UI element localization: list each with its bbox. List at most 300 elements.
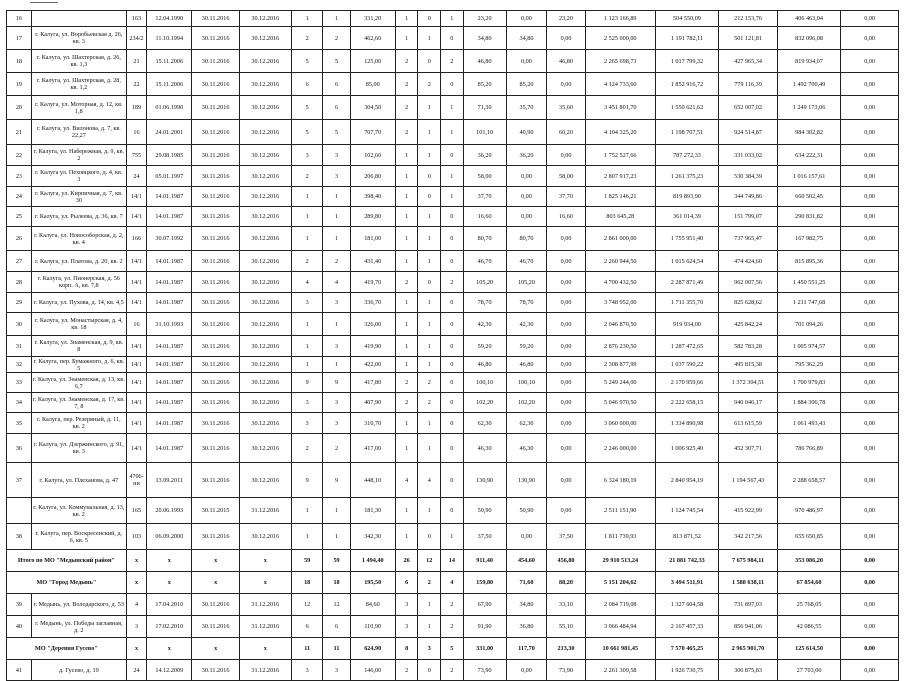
table-cell: 431,40 — [350, 251, 395, 272]
table-cell: 30.11.2016 — [192, 336, 239, 357]
table-cell: 1 — [323, 524, 350, 550]
table-cell: 31.12.2016 — [239, 616, 291, 638]
table-cell: 14/1 — [126, 434, 146, 463]
table-cell: 14.01.1987 — [147, 434, 192, 463]
table-cell: x — [147, 638, 192, 660]
table-cell: 30.11.2016 — [192, 227, 239, 251]
table-cell: 14.01.1987 — [147, 293, 192, 313]
table-cell: 3 — [323, 413, 350, 434]
table-cell: 30.12.2016 — [239, 393, 291, 413]
address-cell: г. Калуга, пер. Бумажного, д. 6, кв. 5 — [31, 357, 126, 373]
table-cell: 1 — [291, 11, 323, 27]
table-cell: 701 094,26 — [777, 313, 840, 336]
table-cell: 1 123 166,89 — [585, 11, 655, 27]
table-cell: 0,00 — [841, 498, 899, 524]
table-cell: 30.12.2016 — [239, 207, 291, 227]
table-cell: 3 — [323, 393, 350, 413]
table-cell: 5 — [291, 50, 323, 73]
table-row — [7, 251, 899, 272]
table-cell: 30.12.2016 — [239, 357, 291, 373]
table-cell: 1 — [291, 187, 323, 207]
table-cell: 4 700 432,50 — [585, 272, 655, 293]
table-cell: 30.12.2016 — [239, 73, 291, 96]
table-cell: 474 424,60 — [719, 251, 778, 272]
table-cell: 103 — [126, 524, 146, 550]
address-cell: г. Калуга, ул. Новособорская, д. 2, кв. 4 — [31, 227, 126, 251]
table-cell: 2 511 151,90 — [585, 498, 655, 524]
table-cell: 501 121,81 — [719, 27, 778, 50]
table-cell: 125,00 — [350, 50, 395, 73]
table-cell: 30.12.2016 — [239, 145, 291, 166]
table-cell: 1 — [418, 336, 441, 357]
table-cell: 24 — [7, 187, 32, 207]
table-cell: 462,60 — [350, 27, 395, 50]
table-cell: 924 514,87 — [719, 120, 778, 145]
table-cell: 425 842,24 — [719, 313, 778, 336]
table-cell: 0,00 — [841, 638, 899, 660]
address-cell: г. Калуга, ул. Пионерская, д. 56 корп. А, кв. 7,8 — [31, 272, 126, 293]
table-cell: 0 — [441, 498, 464, 524]
table-cell: 21 — [7, 120, 32, 145]
table-cell: 290 831,82 — [777, 207, 840, 227]
table-row — [7, 638, 899, 660]
table-cell: 0,00 — [841, 336, 899, 357]
table-cell: 38 — [7, 524, 32, 550]
table-cell: 9 — [291, 373, 323, 393]
table-cell: 336,70 — [350, 293, 395, 313]
table-cell: 825 628,62 — [719, 293, 778, 313]
table-cell: 6 — [395, 572, 418, 594]
table-cell: 130,90 — [463, 463, 506, 498]
table-cell: 1 — [291, 336, 323, 357]
table-cell: 59,20 — [506, 336, 547, 357]
table-cell: 0,00 — [506, 660, 547, 681]
table-cell: 427 965,34 — [719, 50, 778, 73]
table-cell: 14.12.2009 — [147, 660, 192, 681]
table-row — [7, 11, 899, 27]
table-cell: 2 308 877,99 — [585, 357, 655, 373]
table-cell: 105,20 — [506, 272, 547, 293]
table-cell: 0,00 — [547, 272, 585, 293]
table-cell: 34,80 — [506, 27, 547, 50]
table-cell: 1 016 157,61 — [777, 166, 840, 187]
table-cell: x — [239, 638, 291, 660]
table-cell: 1 450 551,25 — [777, 272, 840, 293]
table-cell: 8 — [395, 638, 418, 660]
table-cell: 2 — [441, 50, 464, 73]
table-cell: 4 — [395, 463, 418, 498]
table-cell: 1 — [418, 27, 441, 50]
table-cell: 2 246 000,00 — [585, 434, 655, 463]
table-cell: 1 588 638,11 — [719, 572, 778, 594]
table-cell: 504 550,09 — [655, 11, 718, 27]
table-cell: 27 — [7, 251, 32, 272]
table-cell: 71,60 — [506, 572, 547, 594]
table-cell: 30.12.2016 — [239, 27, 291, 50]
table-cell: 452 307,71 — [719, 434, 778, 463]
table-cell: 0,00 — [841, 660, 899, 681]
table-row — [7, 293, 899, 313]
table-cell: 1 — [291, 498, 323, 524]
table-cell: 34,80 — [463, 27, 506, 50]
table-row — [7, 413, 899, 434]
table-cell: 0 — [441, 73, 464, 96]
table-cell: 737 965,47 — [719, 227, 778, 251]
table-cell: 14.01.1987 — [147, 207, 192, 227]
table-cell: 30.12.2016 — [239, 251, 291, 272]
table-cell: 0,00 — [547, 293, 585, 313]
table-row — [7, 120, 899, 145]
table-cell: 1 — [441, 11, 464, 27]
table-cell: 1 — [291, 357, 323, 373]
table-cell: 0 — [441, 251, 464, 272]
table-cell: 37,70 — [547, 187, 585, 207]
table-cell: 62,30 — [506, 413, 547, 434]
table-cell: 17 — [7, 27, 32, 50]
table-cell: 100,10 — [506, 373, 547, 393]
table-cell: 2 — [441, 660, 464, 681]
table-cell: 26 — [7, 227, 32, 251]
table-cell: 1 755 951,40 — [655, 227, 718, 251]
table-cell: 1 — [441, 524, 464, 550]
table-cell: 30 — [7, 313, 32, 336]
table-cell: 14/1 — [126, 357, 146, 373]
table-cell: 2 — [323, 251, 350, 272]
table-cell: 30.12.2016 — [239, 413, 291, 434]
table-cell: 85,00 — [350, 73, 395, 96]
table-cell: 0 — [441, 463, 464, 498]
table-cell: 1 — [291, 313, 323, 336]
table-cell: x — [147, 572, 192, 594]
table-cell: 30.11.2016 — [192, 207, 239, 227]
table-cell: 5 — [291, 96, 323, 120]
table-cell: 1 037 590,22 — [655, 357, 718, 373]
table-cell: 1 — [323, 357, 350, 373]
table-cell: 1 198 707,51 — [655, 120, 718, 145]
table-cell: 234/2 — [126, 27, 146, 50]
table-cell: 456,80 — [547, 550, 585, 572]
address-cell: г. Калуга, ул. Монастырская, д. 4, кв. 18 — [31, 313, 126, 336]
table-cell: 100,10 — [463, 373, 506, 393]
table-cell: 361 014,39 — [655, 207, 718, 227]
table-cell: 30.11.2016 — [192, 413, 239, 434]
table-row — [7, 96, 899, 120]
table-cell: 30.12.2016 — [239, 120, 291, 145]
table-cell: 5 — [323, 50, 350, 73]
table-cell: 163 — [126, 11, 146, 27]
table-cell: 0 — [441, 293, 464, 313]
table-cell: 29.08.1985 — [147, 145, 192, 166]
table-cell: 0 — [441, 357, 464, 373]
table-cell: 2 — [441, 616, 464, 638]
table-cell: 18 — [7, 50, 32, 73]
table-cell: 1 — [395, 434, 418, 463]
table-cell: 970 486,97 — [777, 498, 840, 524]
table-cell: 42,30 — [506, 313, 547, 336]
table-cell: 11 — [291, 638, 323, 660]
table-cell: 6 — [323, 616, 350, 638]
table-cell: 1 — [323, 207, 350, 227]
table-cell: 55,10 — [547, 616, 585, 638]
table-cell: 4 104 325,20 — [585, 120, 655, 145]
table-cell: 0,00 — [547, 227, 585, 251]
table-cell: 14/1 — [126, 336, 146, 357]
table-cell: 2 — [441, 594, 464, 616]
table-cell: 940 046,17 — [719, 393, 778, 413]
table-cell: 4 — [323, 272, 350, 293]
address-cell: г. Калуга, ул. Воробьевская д. 26, кв. 3 — [31, 27, 126, 50]
table-cell: 1 — [395, 498, 418, 524]
table-cell: 2 — [395, 393, 418, 413]
table-cell: 419,90 — [350, 336, 395, 357]
table-cell: 105,20 — [463, 272, 506, 293]
table-cell: 41 — [7, 660, 32, 681]
table-cell: 407,90 — [350, 393, 395, 413]
table-cell: МО "Город Медынь" — [7, 572, 127, 594]
table-cell: 31.12.2016 — [239, 594, 291, 616]
table-cell: 1 — [441, 96, 464, 120]
table-cell: 30.12.2016 — [239, 434, 291, 463]
table-cell: 85,20 — [463, 73, 506, 96]
table-cell: 37,70 — [463, 187, 506, 207]
table-cell: x — [126, 638, 146, 660]
table-cell: 0 — [418, 660, 441, 681]
table-cell: 1 191 782,11 — [655, 27, 718, 50]
table-cell: 6 324 180,19 — [585, 463, 655, 498]
table-cell — [7, 498, 32, 524]
table-cell: 37 — [7, 463, 32, 498]
table-cell: 50,90 — [463, 498, 506, 524]
table-cell: 1 287 472,65 — [655, 336, 718, 357]
table-cell: 1 — [418, 227, 441, 251]
table-cell: 16,60 — [463, 207, 506, 227]
address-cell: д. Гусево, д. 19 — [31, 660, 126, 681]
table-cell: 17.04.2010 — [147, 594, 192, 616]
table-cell: 117,70 — [506, 638, 547, 660]
table-cell: 167 982,75 — [777, 227, 840, 251]
table-cell: 422,00 — [350, 357, 395, 373]
table-cell: x — [239, 550, 291, 572]
table-cell: 1 884 306,78 — [777, 393, 840, 413]
table-cell: 1 — [395, 313, 418, 336]
table-cell: 4 — [291, 272, 323, 293]
table-cell: 0 — [441, 336, 464, 357]
table-cell: 2 — [418, 73, 441, 96]
address-cell: г. Калуга, ул. Плеханова, д. 47 — [31, 463, 126, 498]
address-cell: г. Калуга, ул. Вилонова, д. 7, кв. 22,27 — [31, 120, 126, 145]
table-cell: 786 766,89 — [777, 434, 840, 463]
table-cell: x — [147, 550, 192, 572]
table-cell: 42,30 — [463, 313, 506, 336]
table-cell: 655 650,85 — [777, 524, 840, 550]
table-cell: 0,00 — [841, 313, 899, 336]
table-cell: 1 — [291, 524, 323, 550]
table-cell: 14/1 — [126, 272, 146, 293]
address-cell: г. Калуга, пер. Воскресенский, д. 6, кв. 5 — [31, 524, 126, 550]
table-cell: 803 645,28 — [585, 207, 655, 227]
table-cell: 15.11.2006 — [147, 73, 192, 96]
table-cell: 495 815,38 — [719, 357, 778, 373]
table-cell: 1 — [395, 293, 418, 313]
table-cell: 30.12.2016 — [239, 166, 291, 187]
table-cell: 755 — [126, 145, 146, 166]
table-cell: 159,80 — [463, 572, 506, 594]
table-cell: 60,20 — [547, 120, 585, 145]
address-cell: г. Калуга, ул. Набережная, д. 9, кв. 2 — [31, 145, 126, 166]
table-cell: 31.10.1993 — [147, 313, 192, 336]
table-cell: 195,50 — [350, 572, 395, 594]
table-cell: 12 — [291, 594, 323, 616]
table-cell: 0 — [441, 373, 464, 393]
table-cell: 1 — [395, 336, 418, 357]
table-cell: 0,00 — [841, 73, 899, 96]
table-cell: 31 — [7, 336, 32, 357]
table-cell: 0,00 — [547, 498, 585, 524]
table-cell: 33,10 — [547, 594, 585, 616]
table-cell: 146,00 — [350, 660, 395, 681]
table-cell: 30.11.2016 — [192, 96, 239, 120]
table-cell: 30.11.2016 — [192, 660, 239, 681]
table-cell: 4 — [418, 463, 441, 498]
table-cell: 17.02.2010 — [147, 616, 192, 638]
table-cell: 166 — [126, 227, 146, 251]
table-cell: 0,00 — [841, 524, 899, 550]
table-cell: 448,10 — [350, 463, 395, 498]
table-cell: 344 749,86 — [719, 187, 778, 207]
table-cell: 1 005 974,57 — [777, 336, 840, 357]
table-cell: 62,30 — [463, 413, 506, 434]
table-cell: 102,60 — [350, 145, 395, 166]
table-cell: 1 — [323, 313, 350, 336]
table-cell: 731 897,03 — [719, 594, 778, 616]
table-cell: 14/1 — [126, 293, 146, 313]
housing-table — [6, 10, 899, 681]
table-cell: 2 084 719,08 — [585, 594, 655, 616]
table-cell: 84,60 — [350, 594, 395, 616]
address-cell — [31, 11, 126, 27]
table-cell: 3 — [323, 660, 350, 681]
table-cell: 213,30 — [547, 638, 585, 660]
table-cell: 1 — [395, 11, 418, 27]
table-row — [7, 50, 899, 73]
table-cell: 12.04.1990 — [147, 11, 192, 27]
table-cell: 14.01.1987 — [147, 187, 192, 207]
table-cell: 30.12.2016 — [239, 11, 291, 27]
table-cell: 962 007,56 — [719, 272, 778, 293]
table-cell: 0,00 — [841, 357, 899, 373]
address-cell: г. Калуга, ул. Знаменская, д. 17, кв. 7, 8 — [31, 393, 126, 413]
table-cell: 06.09.2000 — [147, 524, 192, 550]
table-cell: 30.11.2016 — [192, 313, 239, 336]
table-cell: 212 153,76 — [719, 11, 778, 27]
table-cell: 331 033,02 — [719, 145, 778, 166]
table-cell: 33 — [7, 373, 32, 393]
table-cell: 419,70 — [350, 272, 395, 293]
table-cell: 2 260 944,50 — [585, 251, 655, 272]
table-cell: 0,00 — [547, 145, 585, 166]
table-cell: 23 — [7, 166, 32, 187]
table-cell: 101,10 — [463, 120, 506, 145]
table-cell: 0,00 — [547, 73, 585, 96]
table-cell: 0,00 — [841, 293, 899, 313]
table-row — [7, 550, 899, 572]
table-cell: 0,00 — [841, 145, 899, 166]
table-cell: 1 — [441, 166, 464, 187]
table-cell: 911,40 — [463, 550, 506, 572]
table-cell: 306 875,83 — [719, 660, 778, 681]
table-cell: 4 124 733,60 — [585, 73, 655, 96]
table-cell: 353 086,20 — [777, 550, 840, 572]
table-cell: 1 — [395, 27, 418, 50]
table-cell: 30.07.1992 — [147, 227, 192, 251]
table-row — [7, 572, 899, 594]
table-cell: 30.11.2016 — [192, 616, 239, 638]
table-cell: 0 — [441, 145, 464, 166]
table-cell: 36,20 — [506, 145, 547, 166]
table-cell: 14.01.1987 — [147, 357, 192, 373]
table-cell: 6 — [323, 96, 350, 120]
table-cell: 4706-ни — [126, 463, 146, 498]
scan-mark — [30, 2, 58, 7]
table-cell: 5 046 970,50 — [585, 393, 655, 413]
table-cell: 1 — [418, 357, 441, 373]
table-cell: 1 811 739,93 — [585, 524, 655, 550]
table-cell: 30.11.2016 — [192, 272, 239, 293]
table-row — [7, 594, 899, 616]
table-cell: 30.11.2016 — [192, 166, 239, 187]
table-cell: 1 550 621,62 — [655, 96, 718, 120]
table-cell: 80,70 — [506, 227, 547, 251]
table-cell: 0,00 — [841, 11, 899, 27]
table-cell: 73,90 — [463, 660, 506, 681]
table-cell: 819 893,90 — [655, 187, 718, 207]
table-cell: 1 — [418, 313, 441, 336]
table-cell: 30.11.2016 — [192, 463, 239, 498]
table-cell: Итого по МО "Медынский район" — [7, 550, 127, 572]
table-cell: 1 — [418, 616, 441, 638]
table-cell: 12 — [418, 550, 441, 572]
table-cell: 40,90 — [506, 120, 547, 145]
table-cell: 1 — [323, 187, 350, 207]
table-cell: 415 922,99 — [719, 498, 778, 524]
table-cell: 813 871,52 — [655, 524, 718, 550]
table-cell: 331,00 — [463, 638, 506, 660]
table-cell: 0,00 — [547, 463, 585, 498]
table-cell: 12 — [323, 594, 350, 616]
table-cell: 21 881 742,33 — [655, 550, 718, 572]
table-cell: 0 — [418, 524, 441, 550]
table-cell: 2 — [291, 166, 323, 187]
table-cell: 23,20 — [547, 11, 585, 27]
table-cell: 181,00 — [350, 227, 395, 251]
table-cell: 1 — [395, 413, 418, 434]
table-row — [7, 313, 899, 336]
table-cell: 1 — [418, 96, 441, 120]
table-cell: 30.12.2016 — [239, 96, 291, 120]
table-row — [7, 660, 899, 681]
table-cell: 660 502,45 — [777, 187, 840, 207]
table-cell: 2 170 959,66 — [655, 373, 718, 393]
table-cell: x — [239, 572, 291, 594]
table-cell: 85,20 — [506, 73, 547, 96]
table-cell: 2 261 309,58 — [585, 660, 655, 681]
table-cell: 46,70 — [506, 251, 547, 272]
table-cell: 35 — [7, 413, 32, 434]
table-cell: 1 327 604,58 — [655, 594, 718, 616]
table-cell: 5 — [291, 120, 323, 145]
table-cell: 0 — [418, 166, 441, 187]
table-cell: 1 — [395, 187, 418, 207]
